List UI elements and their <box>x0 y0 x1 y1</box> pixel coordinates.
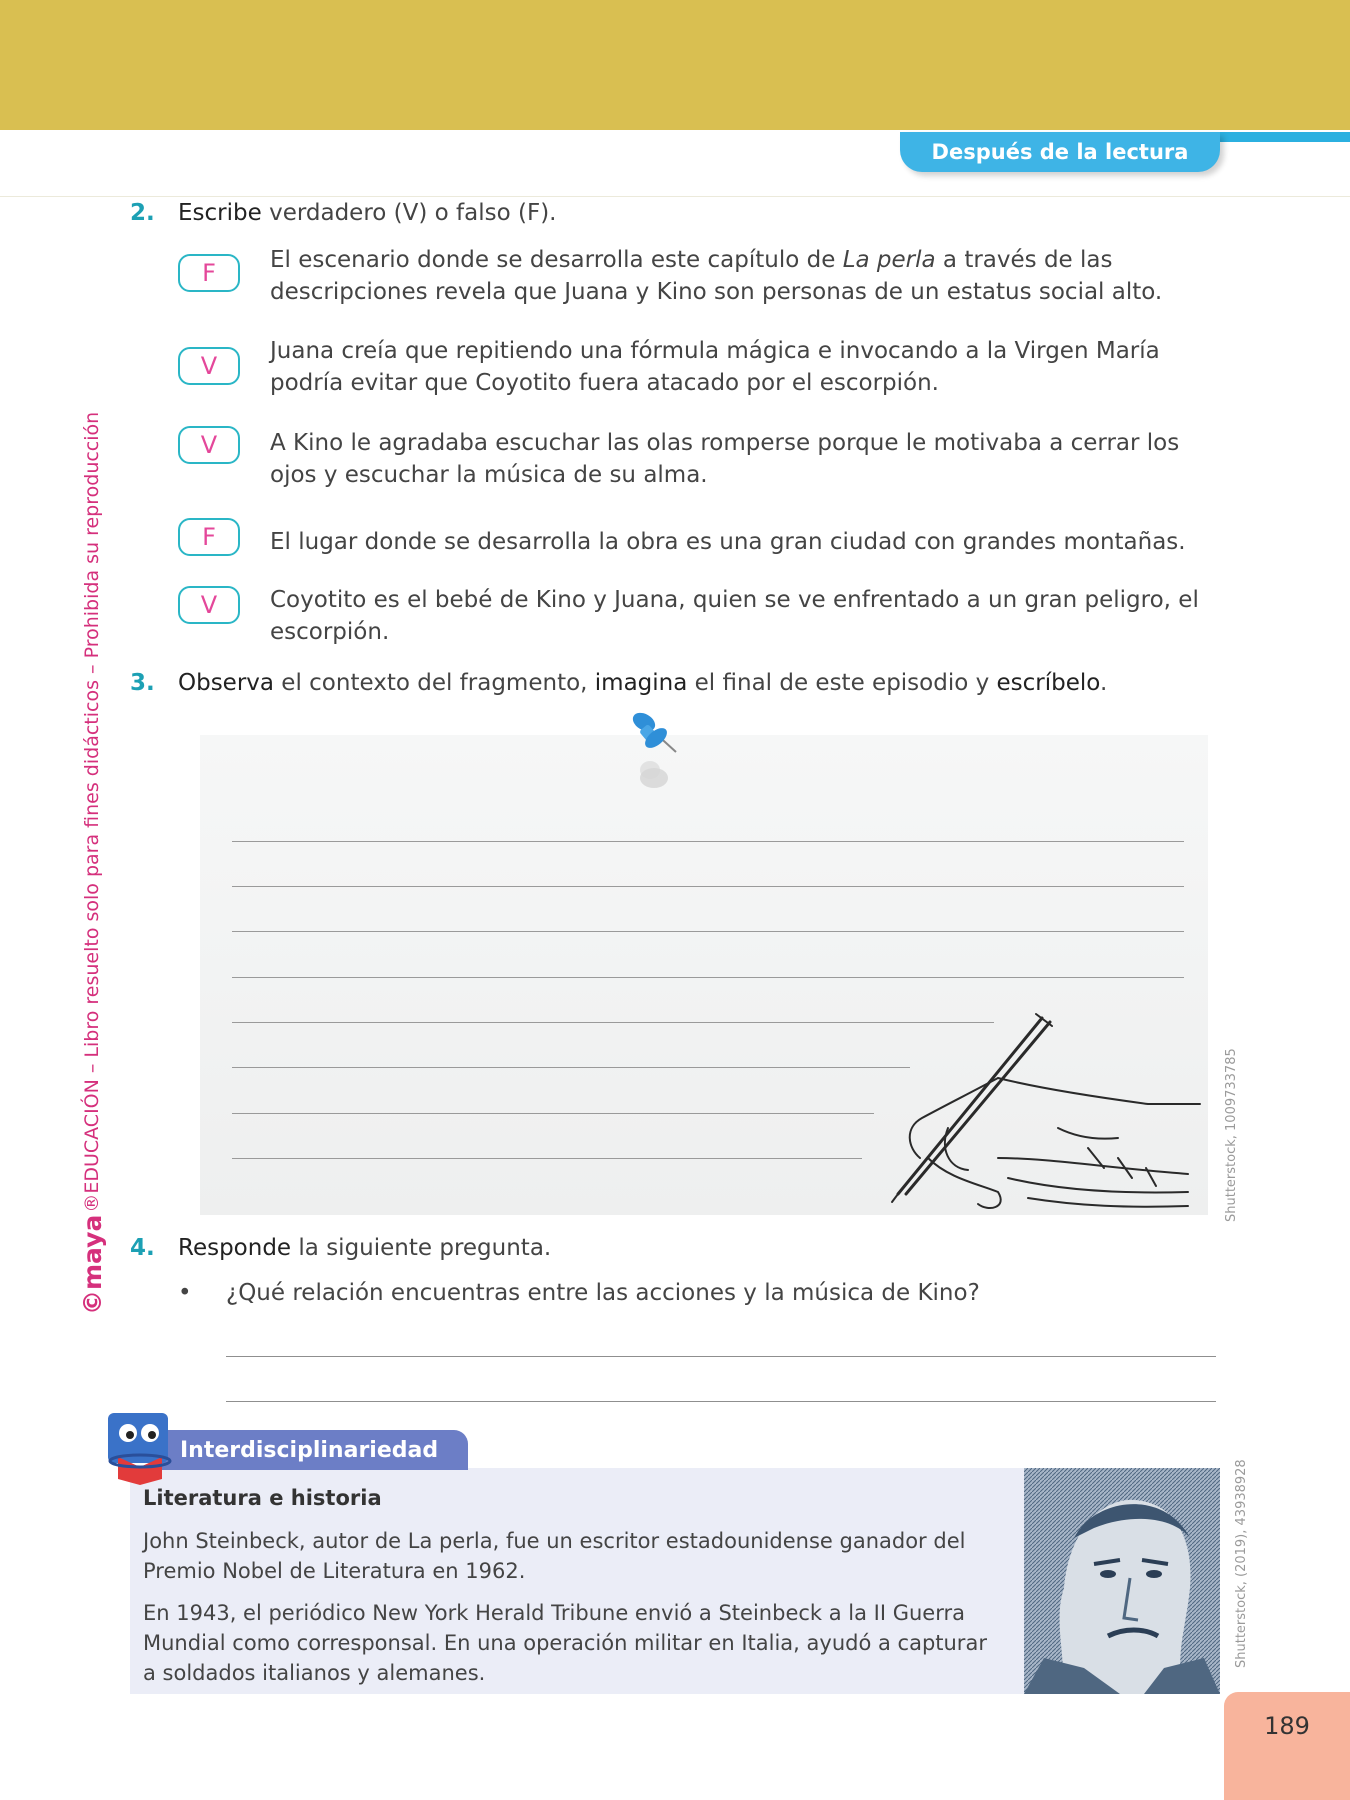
bullet: • <box>178 1280 192 1306</box>
question-4-instruction <box>178 1235 551 1261</box>
statement: Coyotito es el bebé de Kino y Juana, quien se ve enfrentado a un gran peligro, el escorpión. <box>270 587 1199 645</box>
portrait-credit: Shutterstock, (2019), 43938928 <box>1234 1459 1249 1668</box>
image-credit: Shutterstock, 1009733785 <box>1224 1048 1239 1222</box>
writing-line <box>232 841 1184 842</box>
reading-mascot-icon <box>100 1405 180 1485</box>
question-3-instruction <box>178 670 1107 696</box>
question-4-number: 4. <box>130 1235 155 1261</box>
question-2-instruction <box>178 200 556 226</box>
statement: El lugar donde se desarrolla la obra es una gran ciudad con grandes montañas. <box>270 529 1186 555</box>
question-2-rest: verdadero (V) o falso (F). <box>261 200 557 226</box>
statement-part: El escenario donde se desarrolla este capítulo de <box>270 247 843 273</box>
section-tab-accent <box>1200 132 1350 142</box>
question-3-number: 3. <box>130 670 155 696</box>
writing-hand-illustration <box>888 1008 1214 1220</box>
answer-box[interactable]: F <box>178 518 240 556</box>
writing-line <box>232 1067 910 1068</box>
question-2-number: 2. <box>130 200 155 226</box>
answer-line[interactable] <box>226 1356 1216 1357</box>
statement: Juana creía que repitiendo una fórmula mágica e invocando a la Virgen María podría evitar que Coyotito fuera atacado por el escorpión. <box>270 338 1160 396</box>
statement <box>270 244 1230 308</box>
book-title: La perla <box>842 247 936 273</box>
question-2-verb: Escribe <box>178 200 262 226</box>
interdisciplinary-tab <box>160 1430 468 1470</box>
answer-box[interactable]: V <box>178 347 240 385</box>
writing-line <box>232 886 1184 887</box>
answer-line[interactable] <box>226 1401 1216 1402</box>
copyright-notice <box>72 411 112 1315</box>
header-band <box>0 0 1350 130</box>
question-4-verb: Responde <box>178 1235 292 1261</box>
paragraph: En 1943, el periódico New York Herald Tribune envió a Steinbeck a la II Guerra Mundial como corresponsal. En una operación militar en Italia, ayudó a capturar a soldados italianos y alemanes. <box>143 1601 987 1685</box>
writing-line <box>232 1113 874 1114</box>
section-tab: Después de la lectura <box>900 132 1220 172</box>
question-4-rest: la siguiente pregunta. <box>291 1235 552 1261</box>
instruction-part: el final de este episodio y <box>687 670 997 696</box>
writing-line <box>232 1022 994 1023</box>
answer-box[interactable]: V <box>178 586 240 624</box>
brand-logo-text: ©maya <box>77 1214 107 1315</box>
verb: Observa <box>178 670 274 696</box>
statement: A Kino le agradaba escuchar las olas romperse porque le motivaba a cerrar los ojos y escuchar la música de su alma. <box>270 430 1180 488</box>
page-number: 189 <box>1224 1692 1350 1800</box>
instruction-part: . <box>1099 670 1108 696</box>
pushpin-icon <box>620 708 690 798</box>
answer-box[interactable]: F <box>178 254 240 292</box>
answer-box[interactable]: V <box>178 426 240 464</box>
verb: imagina <box>594 670 688 696</box>
writing-line <box>232 1158 862 1159</box>
verb: escríbelo <box>996 670 1100 696</box>
copyright-text: ®EDUCACIÓN – Libro resuelto solo para fines didácticos – Prohibida su reproducción <box>81 411 103 1213</box>
statement-part: a través de las descripciones revela que Juana y Kino son personas de un estatus social alto. <box>270 247 1163 305</box>
instruction-part: el contexto del fragmento, <box>274 670 595 696</box>
writing-line <box>232 977 1184 978</box>
interdisciplinary-label: Interdisciplinariedad <box>180 1437 439 1463</box>
question-4-prompt: ¿Qué relación encuentras entre las acciones y la música de Kino? <box>226 1280 980 1306</box>
steinbeck-portrait <box>1024 1468 1220 1694</box>
interdisciplinary-title: Literatura e historia <box>143 1486 382 1510</box>
writing-line <box>232 931 1184 932</box>
paragraph: John Steinbeck, autor de La perla, fue un escritor estadounidense ganador del Premio Nobel de Literatura en 1962. <box>143 1529 966 1583</box>
header-divider <box>0 196 1350 197</box>
